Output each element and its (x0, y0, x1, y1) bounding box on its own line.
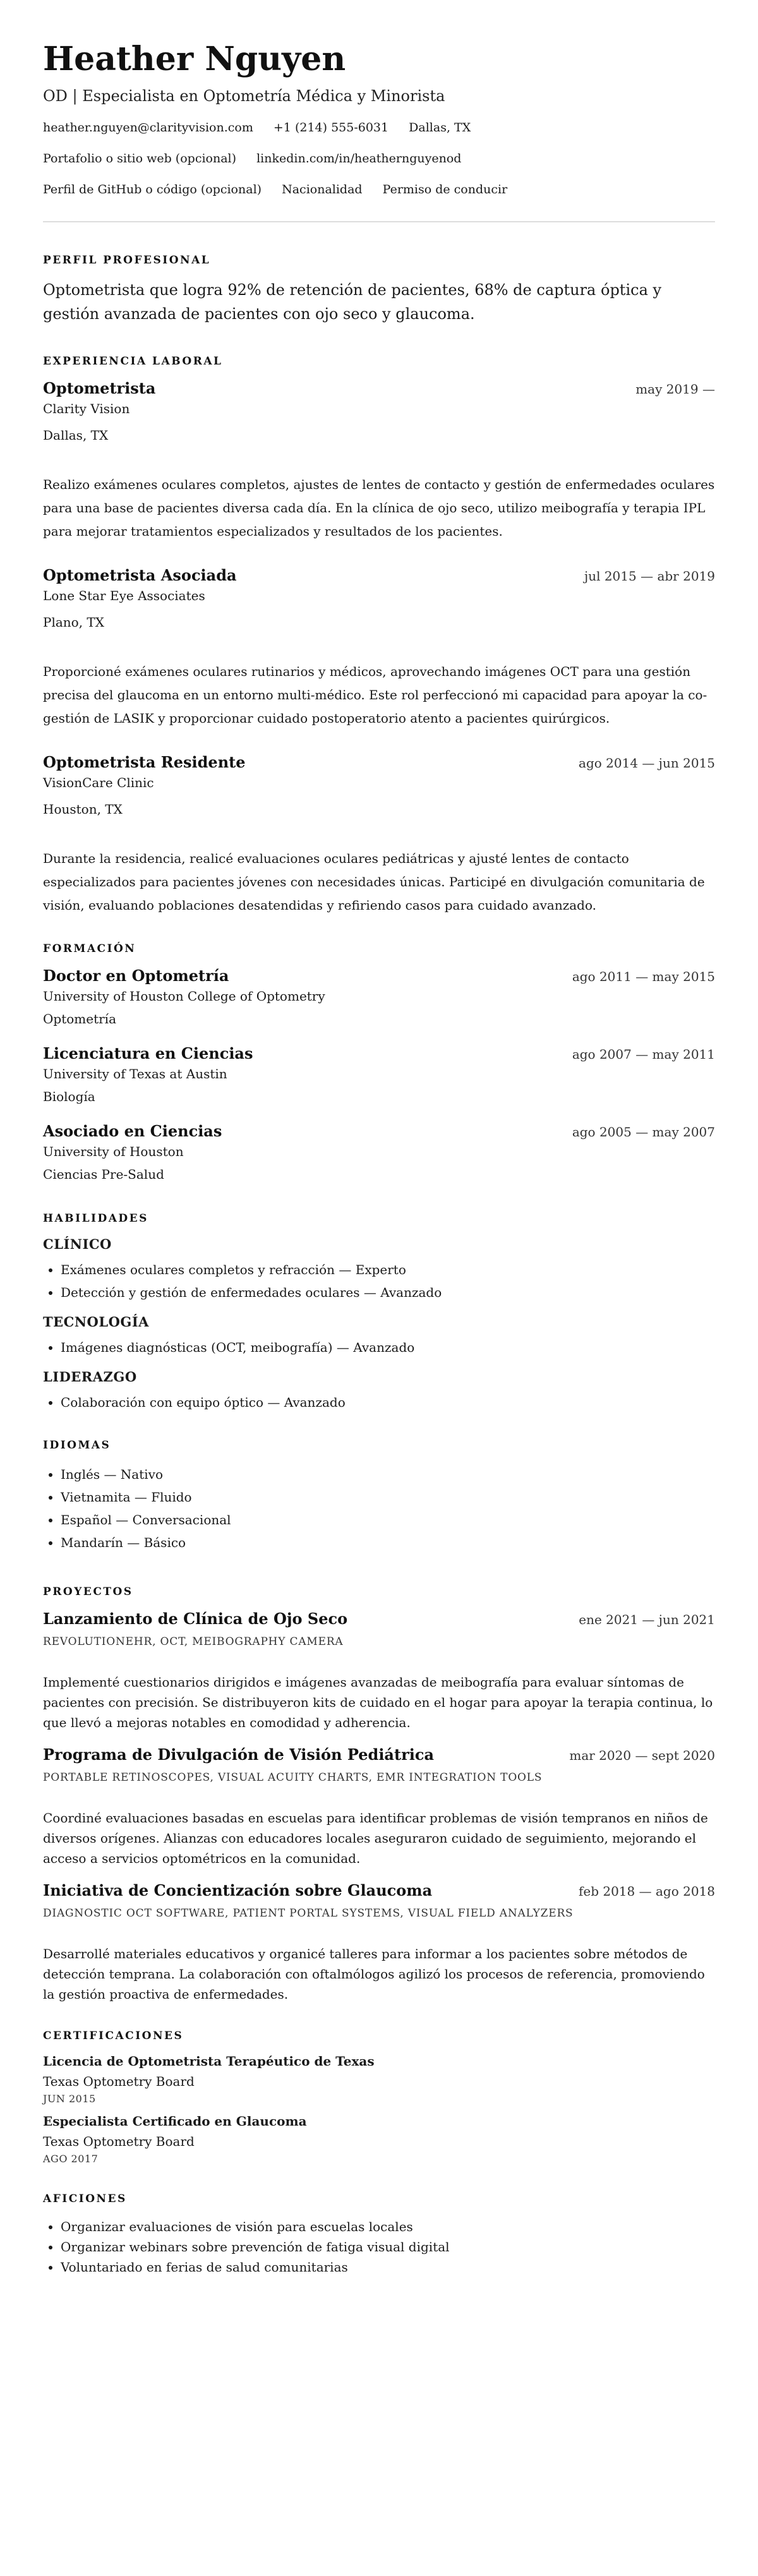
portfolio-link[interactable]: Portafolio o sitio web (opcional) (43, 152, 237, 166)
experience-entry (43, 379, 715, 543)
section-title: IDIOMAS (43, 1439, 111, 1452)
section-title: PROYECTOS (43, 1586, 133, 1598)
certification-name: Licencia de Optometrista Terapéutico de Texas (43, 2054, 375, 2069)
degree-title: Asociado en Ciencias (43, 1122, 222, 1140)
experience-entry (43, 566, 715, 730)
section-title: PERFIL PROFESIONAL (43, 254, 211, 267)
education-entry (43, 966, 715, 1028)
school-name: University of Houston College of Optometry (43, 989, 325, 1004)
job-dates: may 2019 — (635, 382, 715, 397)
section-title: AFICIONES (43, 2193, 127, 2205)
project-dates: mar 2020 — sept 2020 (569, 1748, 715, 1763)
project-name: Programa de Divulgación de Visión Pediátrica (43, 1745, 434, 1764)
language-item: • Inglés — Nativo (61, 1463, 715, 1486)
company-name: Lone Star Eye Associates (43, 588, 205, 603)
project-technologies: PORTABLE RETINOSCOPES, VISUAL ACUITY CHARTS, EMR INTEGRATION TOOLS (43, 1771, 543, 1784)
education-dates: ago 2011 — may 2015 (572, 969, 715, 984)
skills-section (43, 1212, 715, 1414)
certification-entry (43, 2054, 715, 2105)
job-description: Proporcioné exámenes oculares rutinarios y médicos, aprovechando imágenes OCT para una gestión precisa del glaucoma en un entorno multi-médico. Este rol perfeccionó mi capacidad para apoyar la co-gestión de LASIK y proporcionar cuidado postoperatorio atento a pacientes quirúrgicos. (43, 664, 707, 726)
education-section (43, 942, 715, 1183)
certification-issuer: Texas Optometry Board (43, 2134, 195, 2149)
entry-header (43, 566, 715, 584)
entry-header (43, 1610, 715, 1628)
linkedin-link[interactable]: linkedin.com/in/heathernguyenod (256, 152, 462, 166)
skill-list (43, 1336, 715, 1359)
divider (43, 221, 715, 222)
job-dates: ago 2014 — jun 2015 (579, 755, 715, 771)
field-of-study: Biología (43, 1089, 95, 1104)
section-title: HABILIDADES (43, 1212, 148, 1225)
experience-section (43, 355, 715, 917)
certification-name: Especialista Certificado en Glaucoma (43, 2114, 307, 2129)
section-title: CERTIFICACIONES (43, 2030, 184, 2042)
skill-category: LIDERAZGO (43, 1369, 137, 1385)
entry-header (43, 1044, 715, 1062)
hobby-item: • Voluntariado en ferias de salud comunitarias (61, 2257, 715, 2277)
skill-list (43, 1258, 715, 1304)
entry-header (43, 753, 715, 771)
field-of-study: Optometría (43, 1011, 116, 1026)
profile-summary: Optometrista que logra 92% de retención de pacientes, 68% de captura óptica y gestión avanzada de pacientes con ojo seco y glaucoma. (43, 281, 662, 323)
language-item: • Vietnamita — Fluido (61, 1486, 715, 1508)
school-name: University of Houston (43, 1144, 184, 1159)
hobbies-section (43, 2193, 715, 2277)
nationality: Nacionalidad (282, 183, 363, 196)
language-item: • Español — Conversacional (61, 1508, 715, 1531)
skill-item: • Imágenes diagnósticas (OCT, meibografía) — Avanzado (61, 1336, 715, 1359)
education-entry (43, 1044, 715, 1105)
job-location: Houston, TX (43, 802, 123, 817)
job-description: Durante la residencia, realicé evaluaciones oculares pediátricas y ajusté lentes de contacto especializados para pacientes jóvenes con necesidades únicas. Participé en divulgación comunitaria de visión, evaluando poblaciones desatendidas y refiriendo casos para cuidado avanzado. (43, 851, 705, 913)
project-entry (43, 1745, 715, 1869)
location: Dallas, TX (409, 121, 471, 135)
hobby-item: • Organizar evaluaciones de visión para escuelas locales (61, 2217, 715, 2237)
education-dates: ago 2007 — may 2011 (572, 1047, 715, 1062)
project-technologies: DIAGNOSTIC OCT SOFTWARE, PATIENT PORTAL SYSTEMS, VISUAL FIELD ANALYZERS (43, 1907, 574, 1920)
project-entry (43, 1610, 715, 1733)
entry-header (43, 966, 715, 985)
section-title: EXPERIENCIA LABORAL (43, 355, 223, 368)
experience-entry (43, 753, 715, 917)
company-name: VisionCare Clinic (43, 775, 154, 790)
contact-row (43, 119, 715, 136)
section-title: FORMACIÓN (43, 942, 136, 955)
projects-section (43, 1586, 715, 2004)
job-title: Optometrista Residente (43, 753, 246, 771)
contact-row (43, 181, 715, 198)
project-name: Iniciativa de Concientización sobre Glaucoma (43, 1881, 433, 1899)
entry-header (43, 1881, 715, 1899)
job-location: Dallas, TX (43, 428, 109, 443)
project-dates: ene 2021 — jun 2021 (579, 1612, 715, 1627)
education-dates: ago 2005 — may 2007 (572, 1124, 715, 1140)
certifications-section (43, 2030, 715, 2165)
degree-title: Licenciatura en Ciencias (43, 1044, 253, 1062)
driving-license: Permiso de conducir (382, 183, 508, 196)
field-of-study: Ciencias Pre-Salud (43, 1167, 164, 1182)
skill-category: TECNOLOGÍA (43, 1314, 149, 1330)
project-description: Desarrollé materiales educativos y organicé talleres para informar a los pacientes sobre métodos de detección temprana. La colaboración con oftalmólogos agilizó los procesos de referencia, promoviendo la gestión proactiva de enfermedades. (43, 1946, 705, 2002)
project-dates: feb 2018 — ago 2018 (578, 1884, 715, 1899)
entry-header (43, 379, 715, 397)
job-description: Realizo exámenes oculares completos, ajustes de lentes de contacto y gestión de enfermedades oculares para una base de pacientes diversa cada día. En la clínica de ojo seco, utilizo meibografía y terapia IPL para mejorar tratamientos especializados y resultados de los pacientes. (43, 477, 715, 539)
language-item: • Mandarín — Básico (61, 1531, 715, 1554)
skill-category: CLÍNICO (43, 1236, 112, 1252)
candidate-name: Heather Nguyen (43, 40, 346, 78)
skill-list (43, 1391, 715, 1414)
degree-title: Doctor en Optometría (43, 966, 229, 985)
contact-info (43, 119, 715, 198)
certification-entry (43, 2114, 715, 2165)
entry-header (43, 1745, 715, 1764)
skill-item: • Detección y gestión de enfermedades oculares — Avanzado (61, 1281, 715, 1304)
school-name: University of Texas at Austin (43, 1066, 227, 1081)
certification-date: AGO 2017 (43, 2153, 99, 2165)
entry-header (43, 1122, 715, 1140)
phone: +1 (214) 555-6031 (273, 121, 389, 135)
profile-section (43, 254, 715, 326)
certification-date: JUN 2015 (43, 2093, 96, 2105)
hobby-item: • Organizar webinars sobre prevención de fatiga visual digital (61, 2237, 715, 2257)
github-link[interactable]: Perfil de GitHub o código (opcional) (43, 183, 262, 196)
job-title: Optometrista Asociada (43, 566, 237, 584)
project-description: Coordiné evaluaciones basadas en escuelas para identificar problemas de visión tempranos en niños de diversos orígenes. Alianzas con educadores locales aseguraron cuidado de seguimiento, mejorando el acceso a servicios optométricos en la comunidad. (43, 1810, 708, 1866)
skill-item: • Exámenes oculares completos y refracción — Experto (61, 1258, 715, 1281)
project-technologies: REVOLUTIONEHR, OCT, MEIBOGRAPHY CAMERA (43, 1635, 344, 1648)
email-link[interactable]: heather.nguyen@clarityvision.com (43, 121, 253, 135)
certification-issuer: Texas Optometry Board (43, 2074, 195, 2089)
job-location: Plano, TX (43, 615, 104, 630)
candidate-headline: OD | Especialista en Optometría Médica y Minorista (43, 87, 445, 105)
project-description: Implementé cuestionarios dirigidos e imágenes avanzadas de meibografía para evaluar síntomas de pacientes con precisión. Se distribuyeron kits de cuidado en el hogar para apoyar la terapia continua, lo que llevó a mejoras notables en comodidad y adherencia. (43, 1675, 713, 1730)
job-dates: jul 2015 — abr 2019 (584, 569, 715, 584)
project-name: Lanzamiento de Clínica de Ojo Seco (43, 1610, 348, 1628)
job-title: Optometrista (43, 379, 156, 397)
education-entry (43, 1122, 715, 1183)
skill-item: • Colaboración con equipo óptico — Avanzado (61, 1391, 715, 1414)
contact-row (43, 150, 715, 167)
languages-section (43, 1439, 715, 1554)
company-name: Clarity Vision (43, 401, 130, 416)
project-entry (43, 1881, 715, 2004)
